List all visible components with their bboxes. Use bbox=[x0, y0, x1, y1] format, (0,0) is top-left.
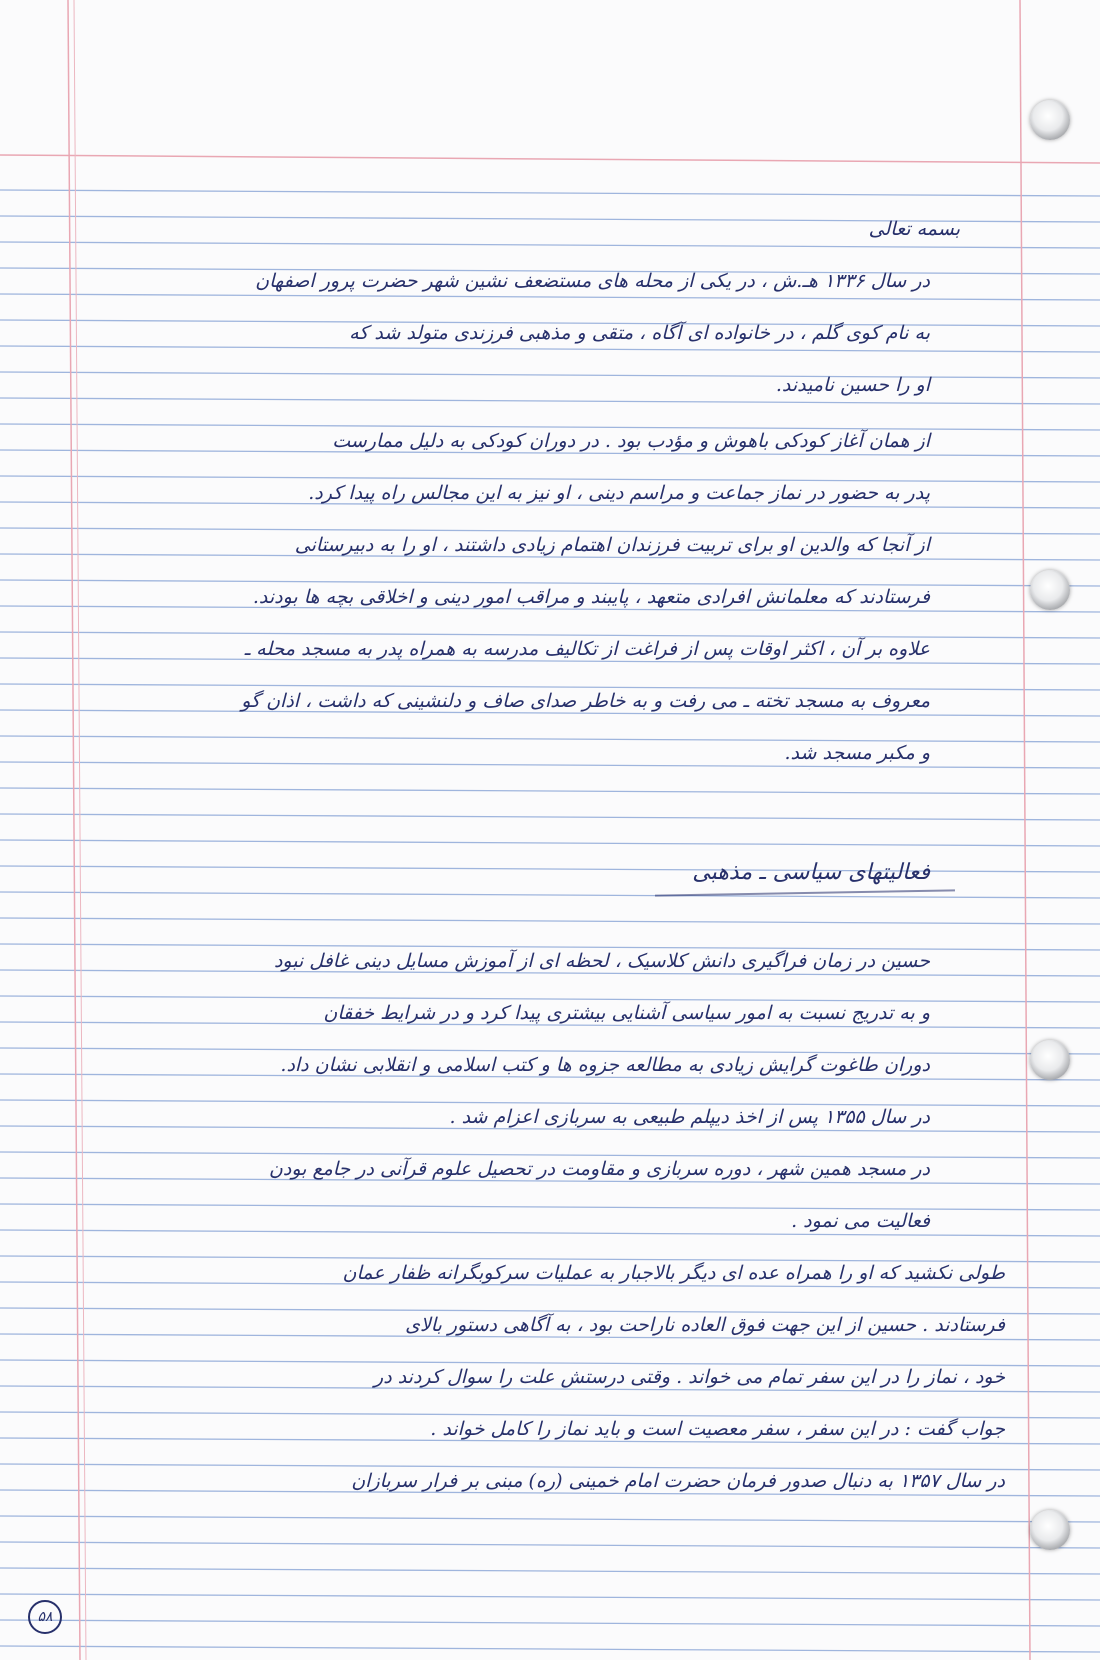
left-margin-line-2 bbox=[74, 0, 86, 1660]
ruled-line bbox=[0, 1542, 1100, 1548]
text-line-p3-1: حسین در زمان فراگیری دانش کلاسیک ، لحظه ای از آموزش مسایل دینی غافل نبود bbox=[273, 950, 930, 972]
text-line-p1-2: به نام کوی گلم ، در خانواده ای آگاه ، متقی و مذهبی فرزندی متولد شد که bbox=[349, 322, 930, 344]
text-line-p2-3: از آنجا که والدین او برای تربیت فرزندان اهتمام زیادی داشتند ، او را به دبیرستانی bbox=[294, 534, 930, 556]
page-corner-mark: ۵۸ bbox=[28, 1600, 62, 1634]
ruled-line bbox=[0, 892, 1100, 898]
punch-hole-2 bbox=[1030, 570, 1070, 610]
text-line-p2-4: فرستادند که معلمانش افرادی متعهد ، پایبند و مراقب امور دینی و اخلاقی بچه ها بودند. bbox=[252, 586, 930, 608]
text-line-p4-3: خود ، نماز را در این سفر تمام می خواند . وقتی درستش علت را سوال کردند در bbox=[374, 1366, 1005, 1388]
text-line-p1-1: در سال ۱۳۳۶ هـ.ش ، در یکی از محله های مستضعف نشین شهر حضرت پرور اصفهان bbox=[255, 270, 930, 292]
ruled-line bbox=[0, 814, 1100, 820]
text-line-p3-5: در مسجد همین شهر ، دوره سربازی و مقاومت در تحصیل علوم قرآنی در جامع بودن bbox=[268, 1158, 930, 1180]
punch-hole-4 bbox=[1030, 1510, 1070, 1550]
ruled-line bbox=[0, 1594, 1100, 1600]
ruled-line bbox=[0, 1516, 1100, 1522]
text-line-p4-2: فرستادند . حسین از این جهت فوق العاده ناراحت بود ، به آگاهی دستور بالای bbox=[405, 1314, 1005, 1336]
text-line-p2-1: از همان آغاز کودکی باهوش و مؤدب بود . در دوران کودکی به دلیل ممارست bbox=[332, 430, 930, 452]
ruled-line bbox=[0, 788, 1100, 794]
ruled-line bbox=[0, 1620, 1100, 1626]
left-margin-line bbox=[68, 0, 80, 1660]
ruled-line bbox=[0, 398, 1100, 404]
ruled-line bbox=[0, 294, 1100, 300]
ruled-line bbox=[0, 1646, 1100, 1652]
right-margin-line bbox=[1020, 0, 1030, 1660]
ruled-line bbox=[0, 242, 1100, 248]
ruled-line bbox=[0, 190, 1100, 196]
ruled-line bbox=[0, 866, 1100, 872]
punch-hole-1 bbox=[1030, 100, 1070, 140]
ruled-line bbox=[0, 346, 1100, 352]
text-line-p1-3: او را حسین نامیدند. bbox=[775, 374, 930, 396]
text-line-p4-5: در سال ۱۳۵۷ به دنبال صدور فرمان حضرت امام خمینی (ره) مبنی بر فرار سربازان bbox=[351, 1470, 1005, 1492]
salutation: بسمه تعالی bbox=[868, 218, 960, 240]
text-line-p3-6: فعالیت می نمود . bbox=[791, 1210, 930, 1232]
text-line-p2-6: معروف به مسجد تخته ـ می رفت و به خاطر صدای صاف و دلنشینی که داشت ، اذان گو bbox=[241, 690, 930, 712]
text-line-p2-7: و مکبر مسجد شد. bbox=[784, 742, 930, 764]
section-title: فعالیتهای سیاسی ـ مذهبی bbox=[692, 860, 930, 885]
text-line-p2-2: پدر به حضور در نماز جماعت و مراسم دینی ، او نیز به این مجالس راه پیدا کرد. bbox=[308, 482, 930, 504]
punch-hole-3 bbox=[1030, 1040, 1070, 1080]
ruled-line bbox=[0, 840, 1100, 846]
text-line-p3-3: دوران طاغوت گرایش زیادی به مطالعه جزوه ها و کتب اسلامی و انقلابی نشان داد. bbox=[280, 1054, 930, 1076]
text-line-p2-5: علاوه بر آن ، اکثر اوقات پس از فراغت از تکالیف مدرسه به همراه پدر به مسجد محله ـ bbox=[244, 638, 930, 660]
ruled-line bbox=[0, 1568, 1100, 1574]
text-line-p3-4: در سال ۱۳۵۵ پس از اخذ دیپلم طبیعی به سربازی اعزام شد . bbox=[449, 1106, 930, 1128]
text-line-p3-2: و به تدریج نسبت به امور سیاسی آشنایی بیشتری پیدا کرد و در شرایط خفقان bbox=[323, 1002, 930, 1024]
text-line-p4-1: طولی نکشید که او را همراه عده ای دیگر بالاجبار به عملیات سرکوبگرانه ظفار عمان bbox=[342, 1262, 1005, 1284]
text-line-p4-4: جواب گفت : در این سفر ، سفر معصیت است و باید نماز را کامل خواند . bbox=[430, 1418, 1005, 1440]
ruled-line bbox=[0, 918, 1100, 924]
